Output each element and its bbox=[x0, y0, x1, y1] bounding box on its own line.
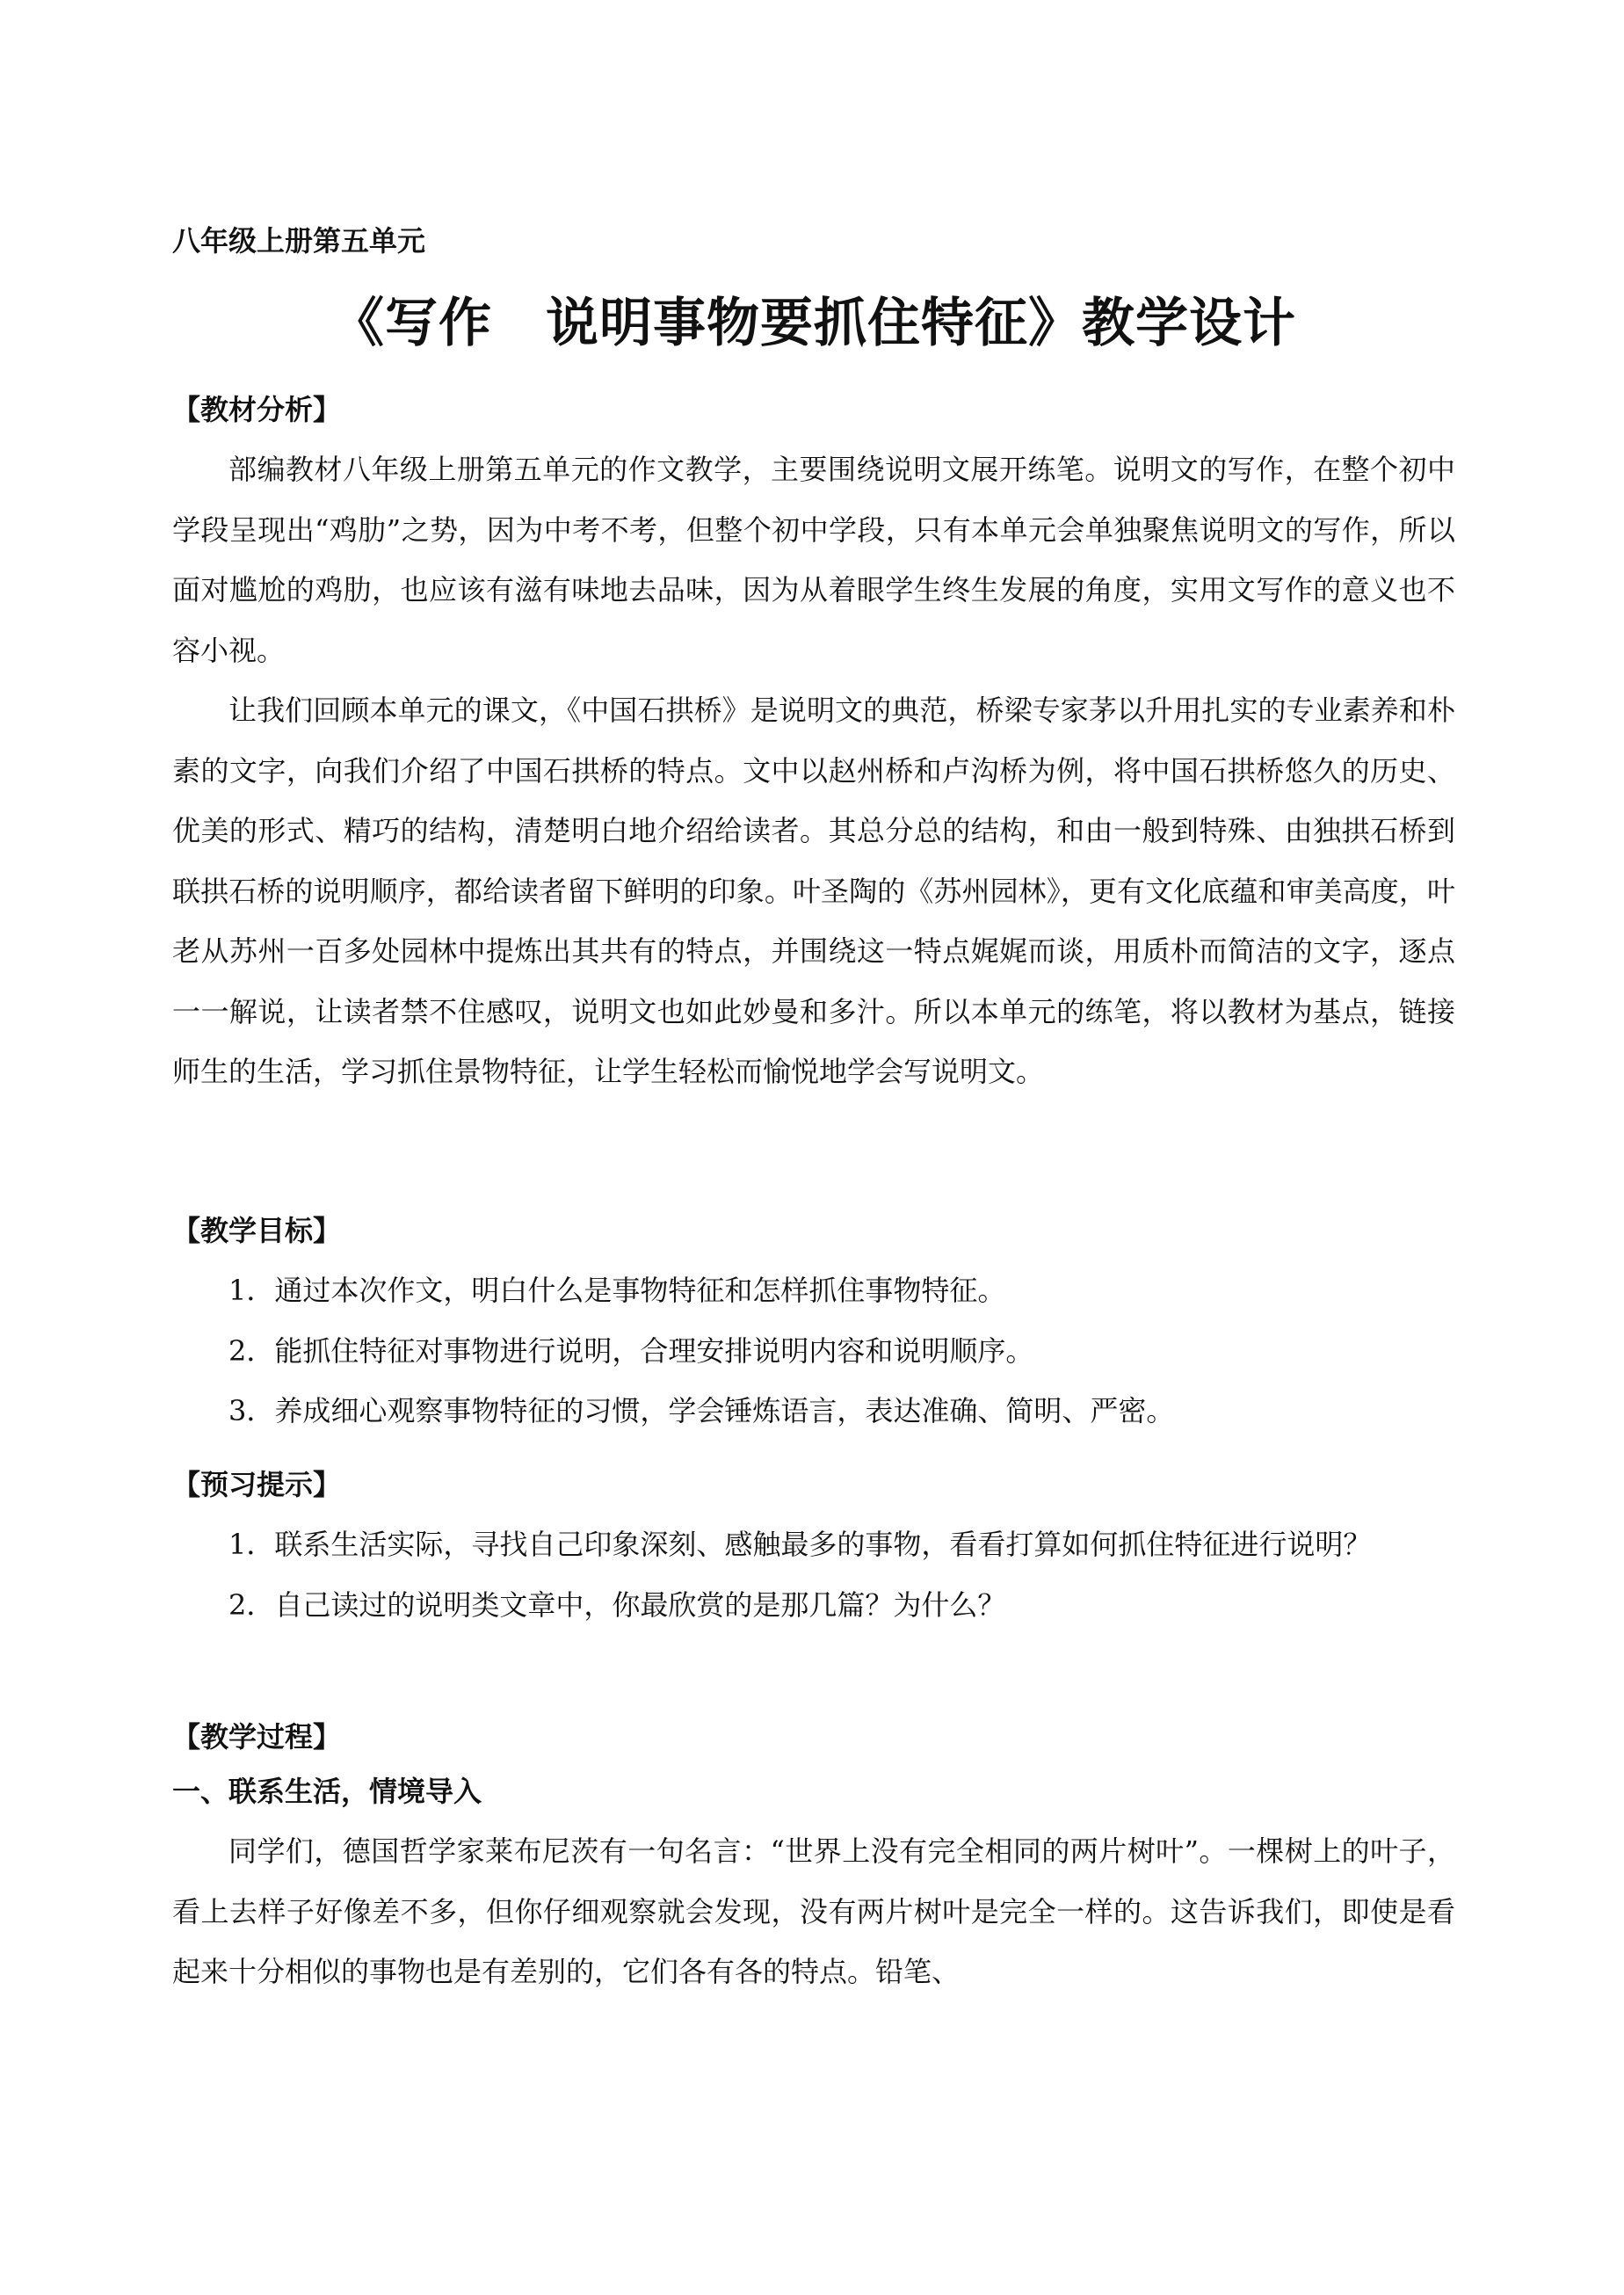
section-material-analysis bbox=[172, 385, 1455, 1102]
section-heading: 【教学过程】 bbox=[172, 1720, 342, 1754]
step-heading: 一、联系生活，情境导入 bbox=[172, 1775, 482, 1808]
section-heading: 【预习提示】 bbox=[172, 1468, 342, 1501]
list-item: 2．能抓住特征对事物进行说明，合理安排说明内容和说明顺序。 bbox=[228, 1333, 1034, 1368]
list-item: 1．联系生活实际，寻找自己印象深刻、感触最多的事物，看看打算如何抓住特征进行说明？ bbox=[228, 1528, 1372, 1561]
list-item: 3．养成细心观察事物特征的习惯，学会锤炼语言，表达准确、简明、严密。 bbox=[228, 1394, 1175, 1427]
list-item: 1．通过本次作文，明白什么是事物特征和怎样抓住事物特征。 bbox=[228, 1274, 1006, 1307]
list-item: 2．自己读过的说明类文章中，你最欣赏的是那几篇？为什么？ bbox=[228, 1587, 1006, 1622]
grade-unit-label: 八年级上册第五单元 bbox=[172, 224, 426, 258]
section-process bbox=[172, 1712, 1455, 2002]
paragraph: 让我们回顾本单元的课文，《中国石拱桥》是说明文的典范，桥梁专家茅以升用扎实的专业素养和朴素的文字，向我们介绍了中国石拱桥的特点。文中以赵州桥和卢沟桥为例，将中国石拱桥悠久的历史、优美的形式、精巧的结构，清楚明白地介绍给读者。其总分总的结构，和由一般到特殊、由独拱石桥到联拱石桥的说明顺序，都给读者留下鲜明的印象。叶圣陶的《苏州园林》，更有文化底蕴和审美高度，叶老从苏州一百多处园林中提炼出其共有的特点，并围绕这一特点娓娓而谈，用质朴而简洁的文字，逐点一一解说，让读者禁不住感叹，说明文也如此妙曼和多汁。所以本单元的练笔，将以教材为基点，链接师生的生活，学习抓住景物特征，让学生轻松而愉悦地学会写说明文。 bbox=[172, 694, 1455, 1088]
section-objectives bbox=[172, 1206, 1455, 1442]
section-heading: 【教学目标】 bbox=[172, 1214, 342, 1247]
section-preview bbox=[172, 1460, 1455, 1635]
paragraph: 同学们，德国哲学家莱布尼茨有一句名言：“世界上没有完全相同的两片树叶”。一棵树上的叶子，看上去样子好像差不多，但你仔细观察就会发现，没有两片树叶是完全一样的。这告诉我们，即使是看起来十分相似的事物也是有差别的，它们各有各的特点。铅笔、 bbox=[172, 1834, 1455, 1988]
paragraph: 部编教材八年级上册第五单元的作文教学，主要围绕说明文展开练笔。说明文的写作，在整个初中学段呈现出“鸡肋”之势，因为中考不考，但整个初中学段，只有本单元会单独聚焦说明文的写作，所以面对尴尬的鸡肋，也应该有滋有味地去品味，因为从着眼学生终生发展的角度，实用文写作的意义也不容小视。 bbox=[172, 453, 1455, 667]
document-title: 《写作 说明事物要抓住特征》教学设计 bbox=[331, 293, 1296, 354]
section-heading: 【教材分析】 bbox=[172, 393, 342, 426]
